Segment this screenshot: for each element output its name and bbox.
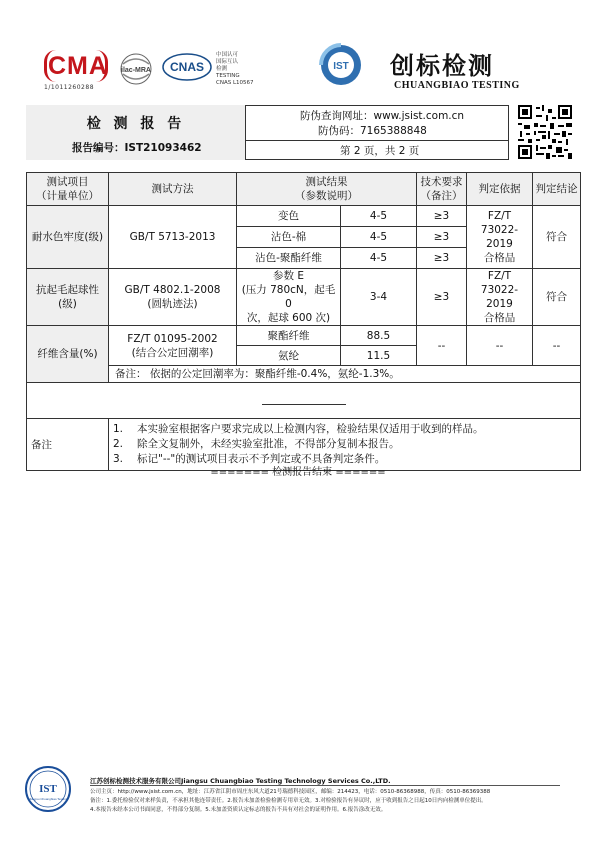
cnas-caption-line: TESTING — [216, 73, 240, 79]
header-item-unit: （计量单位） — [36, 190, 99, 202]
verification-url: 防伪查询网址：www.jsist.com.cn — [300, 110, 465, 122]
row2-item-line: 抗起毛起球性 — [36, 284, 99, 296]
footer-company: 江苏创标检测技术服务有限公司Jiangsu Chuangbiao Testing Technology Services Co.,LTD. — [90, 777, 391, 785]
row3-item: 纤维含量(%) — [27, 326, 109, 383]
table-row — [27, 326, 581, 346]
header-method: 测试方法 — [109, 173, 237, 206]
header-result-label: 测试结果 — [305, 176, 348, 188]
header-conclusion: 判定结论 — [533, 173, 581, 206]
cnas-logo — [162, 52, 212, 82]
cnas-caption-line: 国际互认 — [216, 59, 239, 65]
cnas-caption-line: CNAS L10567 — [216, 80, 254, 86]
cnas-caption — [216, 52, 254, 87]
row1-param: 沾色-棉 — [237, 227, 341, 248]
row1-method: GB/T 5713-2013 — [109, 206, 237, 269]
footer-note: 备注：1.委托检验仅对来样负责，不承担其他连带责任。2.报告未加盖检验检测专用章无效。3.对检验报告有异议时，应于收到报告之日起10日内向检测单位提出。 — [90, 798, 487, 804]
remark-text: 除全文复制外，未经实验室批准，不得部分复制本报告。 — [137, 438, 400, 450]
ist-logo-text: IST — [333, 61, 349, 72]
page-indicator: 第 2 页，共 2 页 — [340, 145, 420, 157]
footer-logo-subtext: Jiangsu Chuangbiao Testing — [29, 797, 67, 801]
row2-param-line: (压力 780cN，起毛 0 — [241, 284, 336, 310]
brand-name-en: CHUANGBIAO TESTING — [394, 80, 520, 91]
ilac-mra-text: ilac-MRA — [121, 67, 151, 74]
header-result-note: （参数说明） — [295, 190, 358, 202]
row3-method-line: (结合公定回潮率) — [131, 346, 214, 359]
row3-value: 11.5 — [341, 346, 417, 366]
row2-basis-line: 合格品 — [483, 312, 516, 324]
report-number: 报告编号：IST21093462 — [72, 142, 202, 154]
remark-text: 标记"--"的测试项目表示不予判定或不具备判定条件。 — [137, 453, 386, 465]
cma-logo: CMA — [48, 52, 108, 80]
footer-note: 4.本报告未经本公司书面同意，不得部分复制。5.未加盖资质认定标志的报告不具有对社会的证明作用。6.报告涂改无效。 — [90, 807, 387, 813]
row1-param: 变色 — [237, 206, 341, 227]
row3-method — [109, 326, 237, 366]
qr-code-icon — [518, 105, 572, 159]
row1-value: 4-5 — [341, 206, 417, 227]
row2-param-line: 次，起球 600 次) — [246, 312, 331, 324]
row2-method — [109, 269, 237, 326]
row1-param: 沾色-聚酯纤维 — [237, 248, 341, 269]
table-row — [27, 206, 581, 227]
ist-logo — [316, 43, 366, 87]
list-item — [113, 437, 578, 452]
list-item — [113, 422, 578, 437]
row3-param: 氨纶 — [237, 346, 341, 366]
row1-value: 4-5 — [341, 227, 417, 248]
row3-req: -- — [417, 326, 467, 366]
row2-item — [27, 269, 109, 326]
row2-method-line: (圆轨迹法) — [147, 298, 198, 310]
row2-req: ≥3 — [417, 269, 467, 326]
table-row — [27, 366, 581, 383]
header-divider — [246, 140, 509, 141]
header-item — [27, 173, 109, 206]
table-spacer-row — [27, 383, 581, 419]
row2-param — [237, 269, 341, 326]
row2-value: 3-4 — [341, 269, 417, 326]
table-row — [27, 269, 581, 326]
header-req-label: 技术要求 — [420, 176, 463, 188]
header-basis: 判定依据 — [467, 173, 533, 206]
spacer-cell — [27, 383, 581, 419]
cnas-caption-line: 检测 — [216, 66, 228, 72]
cnas-text: CNAS — [169, 60, 205, 74]
row1-value: 4-5 — [341, 248, 417, 269]
report-end-line: ======= 检测报告结束 ====== — [210, 467, 386, 478]
footer-contact: 公司主页：http://www.jsist.com.cn，地址：江苏省江阴市周庄东风大道21号瑞德科技园区，邮编：214423，电话：0510-86368988，传真：0510-86369388 — [90, 789, 491, 795]
verification-code: 防伪码：7165388848 — [318, 125, 427, 137]
table-header-row — [27, 173, 581, 206]
row2-basis — [467, 269, 533, 326]
row2-param-line: 参数 E — [273, 270, 304, 282]
row3-value: 88.5 — [341, 326, 417, 346]
footer-ist-seal-icon — [24, 765, 72, 813]
footer-logo-text: IST — [39, 783, 57, 795]
header-req-note: （备注） — [420, 190, 463, 202]
row3-param: 聚酯纤维 — [237, 326, 341, 346]
remark-text: 本实验室根据客户要求完成以上检测内容，检验结果仅适用于收到的样品。 — [137, 423, 484, 435]
footer-rule — [90, 785, 560, 786]
row2-basis-line: 73022-2019 — [480, 284, 519, 310]
spacer-rule — [262, 404, 346, 405]
remark-number: 1. — [113, 423, 124, 435]
cnas-caption-line: 中国认可 — [216, 52, 239, 58]
row1-basis-line: 合格品 — [483, 252, 516, 264]
row1-req: ≥3 — [417, 248, 467, 269]
test-results-table — [26, 172, 581, 471]
row1-item: 耐水色牢度(级) — [27, 206, 109, 269]
header-requirement — [417, 173, 467, 206]
row1-basis-line: 73022-2019 — [480, 224, 519, 250]
header-result — [237, 173, 417, 206]
remark-number: 3. — [113, 453, 124, 465]
ilac-mra-logo — [114, 52, 158, 86]
row2-basis-line: FZ/T — [487, 270, 512, 282]
row1-req: ≥3 — [417, 227, 467, 248]
row3-method-line: FZ/T 01095-2002 — [127, 332, 218, 345]
row3-basis: -- — [467, 326, 533, 366]
row2-item-line: (级) — [58, 298, 77, 310]
row1-basis — [467, 206, 533, 269]
remarks-label: 备注 — [27, 419, 109, 471]
report-title: 检 测 报 告 — [86, 116, 186, 132]
row2-conclusion: 符合 — [533, 269, 581, 326]
cma-number: 1/1011260288 — [44, 84, 95, 91]
remarks-list — [113, 422, 578, 467]
row1-req: ≥3 — [417, 206, 467, 227]
row1-basis-line: FZ/T — [487, 210, 512, 222]
row3-conclusion: -- — [533, 326, 581, 366]
header-item-label: 测试项目 — [46, 176, 89, 188]
brand-name-cn: 创标检测 — [390, 51, 494, 80]
row2-method-line: GB/T 4802.1-2008 — [124, 284, 221, 296]
row1-conclusion: 符合 — [533, 206, 581, 269]
row3-note: 备注： 依据的公定回潮率为：聚酯纤维-0.4%，氨纶-1.3%。 — [109, 366, 581, 383]
remark-number: 2. — [113, 438, 124, 450]
